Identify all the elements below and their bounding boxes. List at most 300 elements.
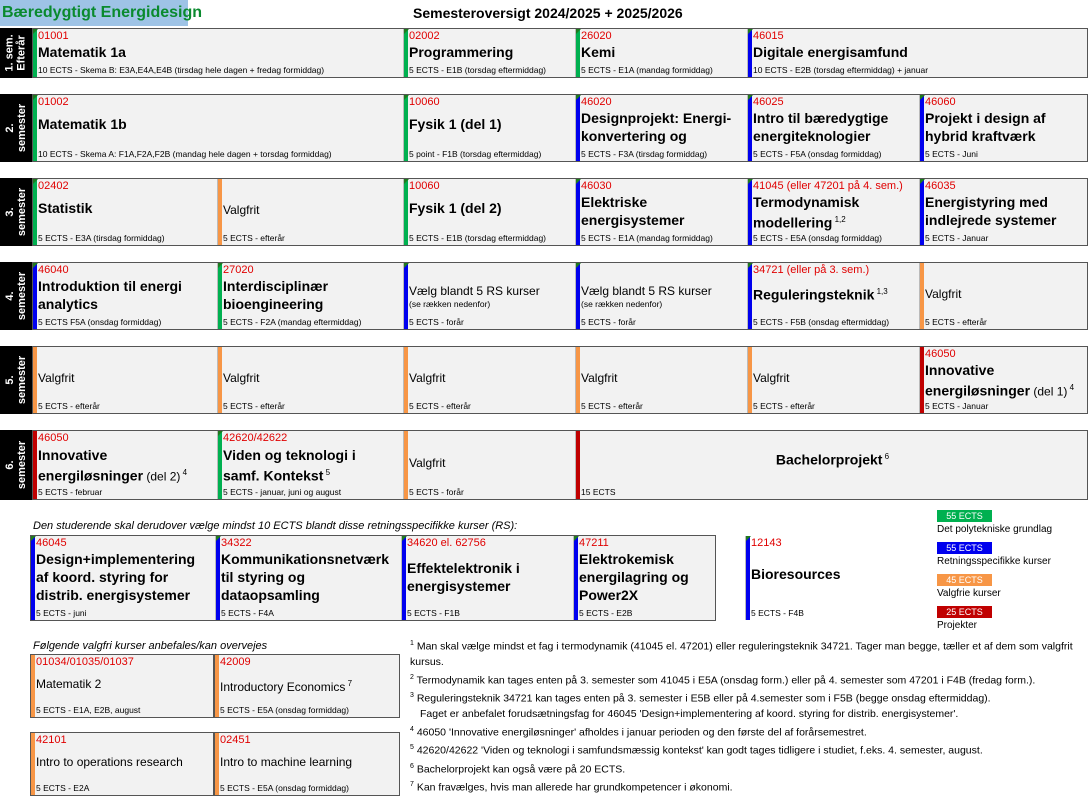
category-color-bar bbox=[218, 179, 222, 245]
course-cell[interactable] bbox=[747, 95, 919, 161]
course-name-text: Matematik 1b bbox=[38, 116, 127, 132]
legend-swatch: 45 ECTS bbox=[937, 574, 992, 586]
footnote-number: 2 bbox=[410, 673, 414, 681]
course-name-text: Matematik 1a bbox=[38, 44, 126, 60]
course-cell[interactable] bbox=[747, 29, 1089, 77]
legend-item bbox=[937, 542, 1051, 567]
course-name bbox=[581, 109, 731, 145]
course-ects: 5 ECTS - E1A (mandag formiddag) bbox=[581, 233, 713, 243]
course-name bbox=[576, 448, 1089, 469]
course-code: 46050 bbox=[38, 432, 69, 444]
course-name-text: Bachelorprojekt bbox=[775, 451, 883, 468]
course-name bbox=[409, 454, 445, 472]
course-name bbox=[38, 277, 182, 313]
footnote-text: Reguleringsteknik 34721 kan tages enten på 3. semester i E5B eller på 4.semester som i F5B (begge onsdag eftermiddag). bbox=[416, 692, 991, 705]
course-ects: 5 ECTS - E5A (onsdag formiddag) bbox=[753, 233, 882, 243]
category-color-bar bbox=[746, 536, 750, 620]
course-ects: 5 ECTS - E5A (onsdag formiddag) bbox=[220, 783, 349, 793]
course-code: 12143 bbox=[751, 537, 782, 549]
category-color-bar bbox=[576, 95, 580, 161]
course-code: 46025 bbox=[753, 96, 784, 108]
course-cell[interactable] bbox=[403, 431, 575, 499]
course-name-text: Bioresources bbox=[751, 566, 841, 582]
category-color-bar bbox=[920, 347, 924, 413]
course-name bbox=[409, 115, 502, 133]
course-ects: 5 ECTS - forår bbox=[409, 487, 464, 497]
course-name bbox=[409, 282, 540, 300]
course-name bbox=[925, 109, 1046, 145]
category-color-bar bbox=[748, 29, 752, 77]
course-name bbox=[409, 369, 445, 387]
course-name bbox=[753, 369, 789, 387]
semester-row bbox=[32, 346, 1088, 414]
course-name-text: Programmering bbox=[409, 44, 514, 60]
course-cell[interactable] bbox=[403, 263, 575, 329]
course-name-text: Design+implementering af koord. styring for distrib. energisystemer bbox=[36, 551, 196, 603]
course-ects: 5 ECTS - forår bbox=[409, 317, 464, 327]
course-code: 46050 bbox=[925, 348, 956, 360]
legend-swatch: 55 ECTS bbox=[937, 510, 992, 522]
course-name bbox=[38, 43, 126, 61]
semester-row bbox=[32, 28, 1088, 78]
semester-label-text: 6. semester bbox=[4, 440, 29, 490]
footnote-text: 42620/42622 'Viden og teknologi i samfundsmæssig kontekst' kan godt tages tidligere i studiet, f.eks. 4. semester, august. bbox=[416, 744, 983, 757]
course-name-text: Elektrokemisk energilagring og Power2X bbox=[579, 551, 689, 603]
course-name bbox=[221, 550, 389, 604]
course-name bbox=[581, 282, 712, 300]
course-name bbox=[409, 199, 502, 217]
course-ects: 5 ECTS - F2A (mandag eftermiddag) bbox=[223, 317, 362, 327]
elective-course-box[interactable] bbox=[214, 732, 400, 796]
legend-item bbox=[937, 606, 992, 631]
course-cell[interactable] bbox=[575, 29, 747, 77]
course-name-text: Valgfrit bbox=[925, 286, 962, 301]
course-ects: 5 ECTS - forår bbox=[581, 317, 636, 327]
course-name-text: Intro to machine learning bbox=[220, 754, 353, 769]
course-code: 46030 bbox=[581, 180, 612, 192]
course-code: 10060 bbox=[409, 96, 440, 108]
semester-row bbox=[32, 430, 1088, 500]
course-ects: 5 ECTS - efterår bbox=[38, 401, 100, 411]
course-ects: 5 ECTS - Januar bbox=[925, 401, 989, 411]
course-cell[interactable] bbox=[403, 347, 575, 413]
course-name-text: Innovative energiløsninger bbox=[925, 362, 1031, 399]
category-color-bar bbox=[215, 655, 219, 717]
course-name-text: Valgfrit bbox=[223, 202, 260, 217]
footnote-ref: 1,3 bbox=[874, 287, 888, 296]
footnote bbox=[410, 636, 1090, 670]
category-color-bar bbox=[576, 29, 580, 77]
course-cell[interactable] bbox=[31, 655, 213, 717]
course-cell[interactable] bbox=[919, 347, 1089, 413]
course-name-text: Reguleringsteknik bbox=[753, 286, 875, 303]
course-name-text: Valgfrit bbox=[409, 370, 446, 385]
footnote-ref: 5 bbox=[323, 468, 331, 477]
course-cell[interactable] bbox=[403, 95, 575, 161]
footnote-text: 46050 'Innovative energiløsninger' afholdes i januar perioden og den første del af forårsemestret. bbox=[416, 726, 867, 738]
course-ects: 5 ECTS - F1B bbox=[407, 608, 460, 618]
course-name bbox=[925, 361, 1074, 401]
footnote bbox=[410, 722, 1090, 741]
course-cell[interactable] bbox=[31, 733, 213, 795]
category-color-bar bbox=[748, 263, 752, 329]
footnote bbox=[410, 777, 1090, 796]
course-cell[interactable] bbox=[401, 536, 573, 620]
course-name-suffix: (del 2) bbox=[143, 469, 181, 484]
course-cell[interactable] bbox=[217, 347, 403, 413]
course-ects: 5 ECTS - efterår bbox=[409, 401, 471, 411]
course-name-text: Introductory Economics bbox=[220, 679, 346, 694]
category-color-bar bbox=[33, 95, 37, 161]
semester-label bbox=[0, 94, 32, 162]
course-cell[interactable] bbox=[919, 263, 1089, 329]
course-ects: 10 ECTS - Skema B: E3A,E4A,E4B (tirsdag hele dagen + fredag formiddag) bbox=[38, 65, 325, 75]
semester-label bbox=[0, 262, 32, 330]
footnote-ref: 4 bbox=[180, 468, 188, 477]
course-code: 02402 bbox=[38, 180, 69, 192]
course-ects: 5 ECTS - februar bbox=[38, 487, 103, 497]
course-name bbox=[38, 369, 74, 387]
course-cell[interactable] bbox=[919, 95, 1089, 161]
course-ects: 5 ECTS - E2B bbox=[579, 608, 633, 618]
course-name-text: Intro to operations research bbox=[36, 754, 183, 769]
course-name-text: Intro til bæredygtige energiteknologier bbox=[753, 110, 889, 144]
course-code: 27020 bbox=[223, 264, 254, 276]
footnote-number: 5 bbox=[410, 744, 414, 751]
footnote-text: Man skal vælge mindst et fag i termodynamik (41045 el. 47201) eller reguleringsteknik 34721. Tager man begge, tæller et af dem som valgfrit kursus. bbox=[410, 640, 1073, 668]
course-cell[interactable] bbox=[215, 655, 399, 717]
course-name-suffix: (del 1) bbox=[1030, 384, 1068, 399]
footnotes bbox=[410, 636, 1090, 796]
category-color-bar bbox=[576, 347, 580, 413]
footnote bbox=[410, 688, 1090, 707]
footnote-ref: 1,2 bbox=[832, 215, 846, 224]
course-cell[interactable] bbox=[403, 179, 575, 245]
course-name-text: Introduktion til energi analytics bbox=[38, 278, 182, 312]
footnote bbox=[410, 707, 1090, 722]
course-name-text: Kommunikationsnetværk til styring og dataopsamling bbox=[221, 551, 390, 603]
elective-intro-text: Følgende valgfri kurser anbefales/kan overvejes bbox=[33, 640, 268, 652]
elective-course-box[interactable] bbox=[214, 654, 400, 718]
category-color-bar bbox=[748, 347, 752, 413]
program-logo: Bæredygtigt Energidesign bbox=[0, 0, 188, 26]
course-name bbox=[581, 43, 615, 61]
course-code: 41045 (eller 47201 på 4. sem.) bbox=[753, 180, 903, 192]
course-ects: 5 ECTS F5A (onsdag formiddag) bbox=[38, 317, 162, 327]
course-code: 26020 bbox=[581, 30, 612, 42]
category-color-bar bbox=[216, 536, 220, 620]
course-name bbox=[223, 201, 259, 219]
category-color-bar bbox=[218, 431, 222, 499]
course-cell[interactable] bbox=[217, 431, 403, 499]
course-code: 01002 bbox=[38, 96, 69, 108]
footnote-number: 4 bbox=[410, 725, 414, 733]
course-cell[interactable] bbox=[575, 431, 1089, 499]
category-color-bar bbox=[576, 263, 580, 329]
category-color-bar bbox=[33, 29, 37, 77]
page-title: Semesteroversigt 2024/2025 + 2025/2026 bbox=[413, 5, 683, 21]
course-name bbox=[753, 43, 908, 61]
course-ects: 5 ECTS - januar, juni og august bbox=[223, 487, 342, 497]
category-color-bar bbox=[404, 179, 408, 245]
course-code: 10060 bbox=[409, 180, 440, 192]
course-name-text: Valgfrit bbox=[223, 370, 260, 385]
legend-item bbox=[937, 574, 1001, 599]
course-cell[interactable] bbox=[215, 733, 399, 795]
footnote-ref: 4 bbox=[1067, 383, 1075, 392]
category-color-bar bbox=[33, 263, 37, 329]
category-color-bar bbox=[31, 655, 35, 717]
course-ects: 5 ECTS - F4B bbox=[751, 608, 804, 618]
course-name-text: Interdisciplinær bioengineering bbox=[223, 278, 329, 312]
semester-label bbox=[0, 346, 32, 414]
course-name-text: Kemi bbox=[581, 44, 616, 60]
course-name-text: Statistik bbox=[38, 200, 93, 216]
category-color-bar bbox=[402, 536, 406, 620]
footnote-number: 6 bbox=[410, 762, 414, 770]
course-cell[interactable] bbox=[33, 179, 217, 245]
course-name-text: Viden og teknologi i samf. Kontekst bbox=[223, 447, 356, 484]
course-name bbox=[36, 753, 183, 771]
category-color-bar bbox=[404, 431, 408, 499]
course-name-text: Termodynamisk modellering bbox=[753, 194, 860, 231]
course-code: 42620/42622 bbox=[223, 432, 288, 444]
course-name bbox=[220, 675, 352, 696]
legend-label: Det polytekniske grundlag bbox=[937, 524, 1053, 535]
course-ects: 5 ECTS - juni bbox=[36, 608, 87, 618]
footnote bbox=[410, 740, 1090, 759]
course-name-text: Matematik 2 bbox=[36, 676, 102, 691]
footnote-number: 1 bbox=[410, 640, 414, 647]
footnote-number: 7 bbox=[410, 781, 414, 788]
course-cell[interactable] bbox=[747, 263, 919, 329]
course-ects: 5 ECTS - F5B (onsdag eftermiddag) bbox=[753, 317, 890, 327]
course-code: 02451 bbox=[220, 734, 251, 746]
course-code: 46045 bbox=[36, 537, 67, 549]
legend-label: Projekter bbox=[937, 620, 978, 631]
category-color-bar bbox=[920, 95, 924, 161]
semester-label-text: 1. sem. Efterår bbox=[4, 34, 28, 72]
category-color-bar bbox=[748, 95, 752, 161]
course-ects: 5 ECTS - E1B (torsdag eftermiddag) bbox=[409, 233, 547, 243]
legend-label: Retningsspecifikke kurser bbox=[937, 556, 1051, 567]
course-cell[interactable] bbox=[33, 95, 403, 161]
course-name-text: Vælg blandt 5 RS kurser bbox=[581, 284, 712, 298]
course-cell[interactable] bbox=[217, 179, 403, 245]
semester-label bbox=[0, 430, 32, 500]
course-cell[interactable] bbox=[215, 536, 401, 620]
course-name-text: Designprojekt: Energi- konvertering og bbox=[581, 110, 732, 144]
course-name-text: Valgfrit bbox=[38, 370, 75, 385]
category-color-bar bbox=[218, 263, 222, 329]
course-cell[interactable] bbox=[747, 179, 919, 245]
course-ects: 5 ECTS - F4A bbox=[221, 608, 274, 618]
course-cell[interactable] bbox=[747, 347, 919, 413]
category-color-bar bbox=[920, 263, 924, 329]
semester-label-text: 4. semester bbox=[4, 271, 29, 321]
semester-row bbox=[32, 262, 1088, 330]
category-color-bar bbox=[920, 179, 924, 245]
course-code: 34322 bbox=[221, 537, 252, 549]
course-name-text: Valgfrit bbox=[753, 370, 790, 385]
category-color-bar bbox=[404, 263, 408, 329]
course-cell[interactable] bbox=[33, 347, 217, 413]
category-color-bar bbox=[31, 733, 35, 795]
rs-intro-text: Den studerende skal derudover vælge mindst 10 ECTS blandt disse retningsspecifikke kurser (RS): bbox=[33, 520, 518, 532]
footnote-text: Bachelorprojekt kan også være på 20 ECTS. bbox=[416, 763, 626, 775]
course-code: 01034/01035/01037 bbox=[36, 656, 134, 668]
course-cell[interactable] bbox=[919, 179, 1089, 245]
corner-marker bbox=[576, 263, 581, 268]
course-ects: 5 ECTS - E1B (torsdag eftermiddag) bbox=[409, 65, 547, 75]
footnote-number: 3 bbox=[410, 692, 414, 699]
course-name-text: Fysik 1 (del 2) bbox=[409, 200, 502, 216]
category-color-bar bbox=[33, 347, 37, 413]
course-code: 46015 bbox=[753, 30, 784, 42]
course-ects: 15 ECTS bbox=[581, 487, 616, 497]
course-cell[interactable] bbox=[575, 263, 747, 329]
course-code: 47211 bbox=[579, 537, 609, 549]
course-cell[interactable] bbox=[575, 95, 747, 161]
course-ects: 5 ECTS - Juni bbox=[925, 149, 978, 159]
course-code: 46040 bbox=[38, 264, 69, 276]
course-name bbox=[223, 369, 259, 387]
footnote-text: Faget er anbefalet forudsætningsfag for 46045 'Design+implementering af koord. styring for distrib. energisystemer'. bbox=[420, 707, 959, 720]
footnote-ref: 7 bbox=[345, 678, 353, 688]
course-code: 34620 el. 62756 bbox=[407, 537, 486, 549]
semester-label-text: 5. semester bbox=[4, 355, 29, 405]
legend-item bbox=[937, 510, 1052, 535]
course-ects: 5 ECTS - E2A bbox=[36, 783, 90, 793]
course-name bbox=[36, 550, 195, 604]
legend-label: Valgfrie kurser bbox=[937, 588, 1001, 599]
course-ects: 5 ECTS - F3A (tirsdag formiddag) bbox=[581, 149, 708, 159]
course-code: 46060 bbox=[925, 96, 956, 108]
course-cell[interactable] bbox=[403, 29, 575, 77]
course-name bbox=[581, 369, 617, 387]
footnote bbox=[410, 759, 1090, 778]
course-name-text: Innovative energiløsninger bbox=[38, 447, 144, 484]
semester-label-text: 3. semester bbox=[4, 187, 29, 237]
course-ects: 5 ECTS - E1A (mandag formiddag) bbox=[581, 65, 713, 75]
course-name bbox=[38, 446, 187, 486]
course-name bbox=[220, 753, 352, 771]
course-code: 42009 bbox=[220, 656, 251, 668]
corner-marker bbox=[404, 263, 409, 268]
category-color-bar bbox=[33, 431, 37, 499]
course-name bbox=[36, 675, 101, 693]
course-ects: 10 ECTS - E2B (torsdag eftermiddag) + januar bbox=[753, 65, 929, 75]
course-ects: 5 ECTS - efterår bbox=[753, 401, 815, 411]
course-name bbox=[751, 565, 840, 583]
category-color-bar bbox=[31, 536, 35, 620]
course-code: 34721 (eller på 3. sem.) bbox=[753, 264, 870, 276]
course-cell[interactable] bbox=[745, 536, 917, 620]
course-name-text: Projekt i design af hybrid kraftværk bbox=[925, 110, 1046, 144]
course-name-text: Vælg blandt 5 RS kurser bbox=[409, 284, 540, 298]
course-name bbox=[223, 277, 328, 313]
footnote bbox=[410, 670, 1090, 689]
course-name-text: Fysik 1 (del 1) bbox=[409, 116, 502, 132]
course-code: 46020 bbox=[581, 96, 612, 108]
elective-course-box[interactable] bbox=[30, 654, 214, 718]
category-color-bar bbox=[404, 95, 408, 161]
course-ects: 5 ECTS - E1A, E2B, august bbox=[36, 705, 141, 715]
course-name bbox=[753, 109, 888, 145]
legend-swatch: 55 ECTS bbox=[937, 542, 992, 554]
course-name bbox=[753, 193, 859, 232]
course-name bbox=[38, 115, 127, 133]
course-code: 46035 bbox=[925, 180, 956, 192]
category-color-bar bbox=[748, 179, 752, 245]
course-name-text: Energistyring med indlejrede systemer bbox=[925, 194, 1057, 228]
semester-label bbox=[0, 28, 32, 78]
course-name-text: Digitale energisamfund bbox=[753, 44, 908, 60]
footnote-text: Termodynamik kan tages enten på 3. semester som 41045 i E5A (onsdag form.) eller på 4. semester som 47201 i F4B (fredag form.). bbox=[416, 674, 1036, 686]
course-ects: 5 ECTS - efterår bbox=[223, 401, 285, 411]
course-name-text: Elektriske energisystemer bbox=[581, 194, 685, 228]
rs-course-row bbox=[30, 535, 841, 621]
course-cell[interactable] bbox=[31, 536, 215, 620]
course-ects: 5 ECTS - E5A (onsdag formiddag) bbox=[220, 705, 349, 715]
course-cell[interactable] bbox=[217, 263, 403, 329]
course-name bbox=[38, 199, 92, 217]
course-cell[interactable] bbox=[575, 347, 747, 413]
semester-label bbox=[0, 178, 32, 246]
semester-row bbox=[32, 94, 1088, 162]
semester-row bbox=[32, 178, 1088, 246]
course-code: 42101 bbox=[36, 734, 67, 746]
category-color-bar bbox=[574, 536, 578, 620]
course-subtext: (se rækken nedenfor) bbox=[581, 299, 663, 309]
course-ects: 5 ECTS - Januar bbox=[925, 233, 989, 243]
course-cell[interactable] bbox=[33, 29, 403, 77]
course-cell[interactable] bbox=[573, 536, 745, 620]
category-color-bar bbox=[576, 179, 580, 245]
course-ects: 5 point - F1B (torsdag eftermiddag) bbox=[409, 149, 542, 159]
course-ects: 10 ECTS - Skema A: F1A,F2A,F2B (mandag hele dagen + torsdag formiddag) bbox=[38, 149, 332, 159]
course-name-text: Effektelektronik i energisystemer bbox=[407, 560, 520, 594]
course-subtext: (se rækken nedenfor) bbox=[409, 299, 491, 309]
course-cell[interactable] bbox=[33, 431, 217, 499]
category-color-bar bbox=[404, 29, 408, 77]
course-name-text: Valgfrit bbox=[409, 455, 446, 470]
course-name bbox=[925, 285, 961, 303]
course-name bbox=[407, 559, 520, 595]
course-cell[interactable] bbox=[33, 263, 217, 329]
elective-course-box[interactable] bbox=[30, 732, 214, 796]
course-name bbox=[223, 446, 356, 485]
category-color-bar bbox=[33, 179, 37, 245]
footnote-ref: 6 bbox=[882, 452, 890, 461]
category-color-bar bbox=[218, 347, 222, 413]
footnote-text: Kan fravælges, hvis man allerede har grundkompetencer i økonomi. bbox=[416, 781, 733, 794]
course-name bbox=[579, 550, 689, 604]
course-ects: 5 ECTS - E3A (tirsdag formiddag) bbox=[38, 233, 165, 243]
course-name bbox=[581, 193, 685, 229]
semester-label-text: 2. semester bbox=[4, 103, 29, 153]
course-name bbox=[753, 283, 888, 304]
course-name-text: Valgfrit bbox=[581, 370, 618, 385]
course-code: 01001 bbox=[38, 30, 69, 42]
course-ects: 5 ECTS - efterår bbox=[223, 233, 285, 243]
course-ects: 5 ECTS - F5A (onsdag formiddag) bbox=[753, 149, 882, 159]
category-color-bar bbox=[404, 347, 408, 413]
course-code: 02002 bbox=[409, 30, 440, 42]
course-name bbox=[925, 193, 1057, 229]
course-ects: 5 ECTS - efterår bbox=[581, 401, 643, 411]
course-cell[interactable] bbox=[575, 179, 747, 245]
